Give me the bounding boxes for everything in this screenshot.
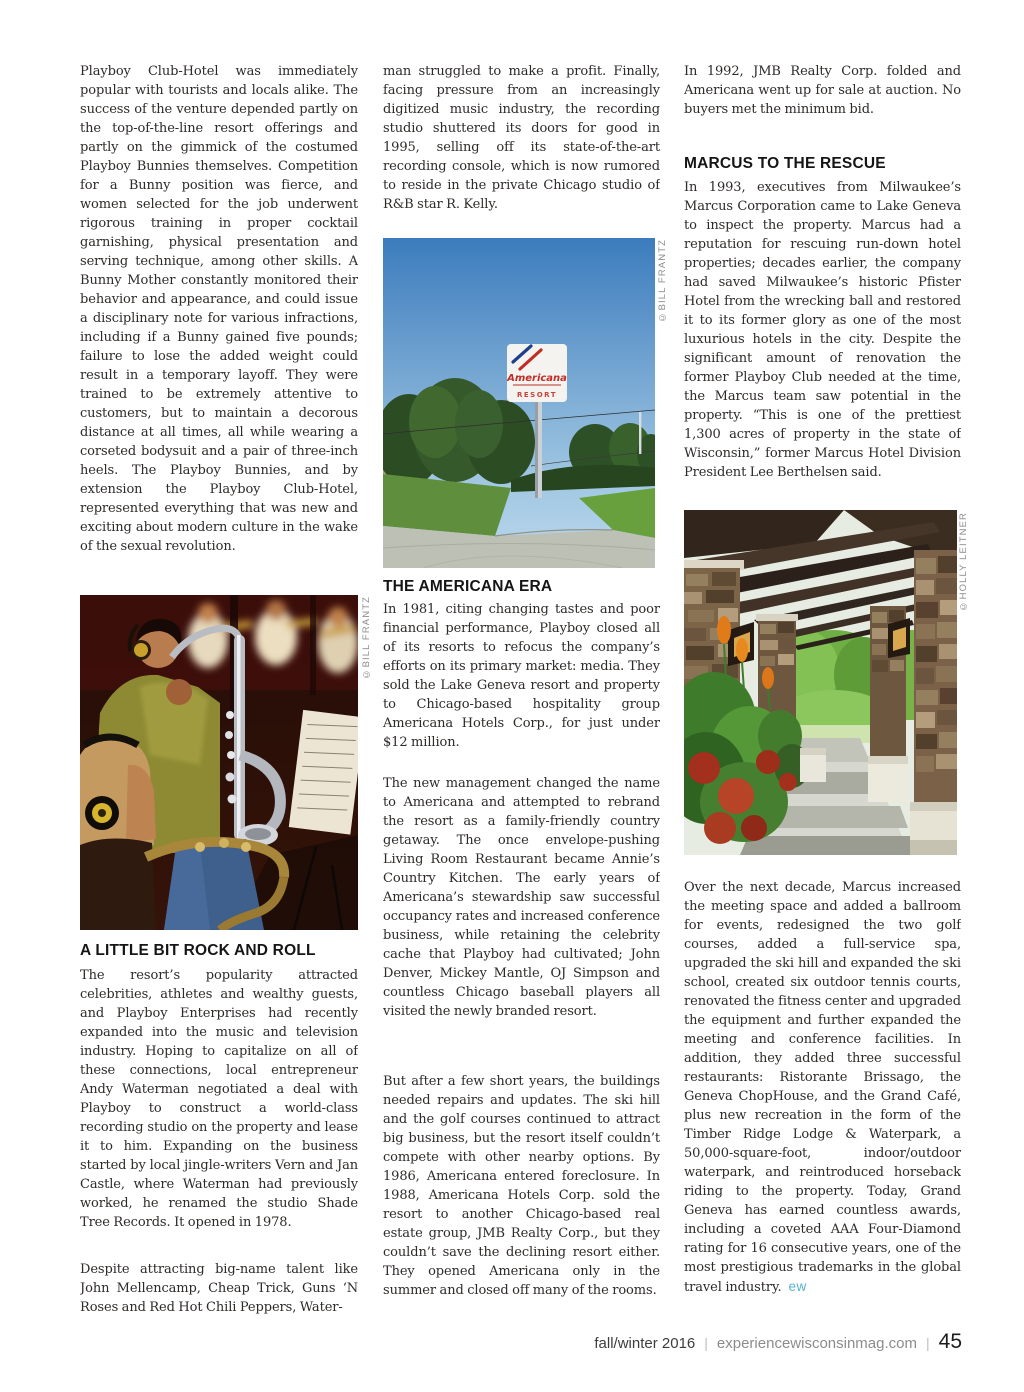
photo-credit-bill-frantz-sign: ©BILL FRANTZ (657, 239, 668, 323)
article-paragraph-playboy-club: Playboy Club-Hotel was immediately popular with tourists and locals alike. The success of the venture depended partly on the top-of-the-line resort offerings and partly on the gimmick of the costumed Playboy Bunnies themselves. Competition for a Bunny position was fierce, and women selected for the job underwent rigorous training in proper cocktail garnishing, physical presentation and serving technique, among other skills. A Bunny Mother constantly monitored their behavior and appearance, and could issue a disciplinary note for various infractions, including if a Bunny gained five pounds; failure to lose the added weight could result in a temporary layoff. They were trained to be extremely attentive to customers, but to maintain a decorous distance at all times, all while wearing a corseted bodysuit and a pair of three-inch heels. The Playboy Bunnies, and by extension the Playboy Club-Hotel, represented everything that was new and exciting about modern culture in the wake of the sexual revolution. (80, 64, 358, 554)
article-paragraph-marcus-corporation: In 1993, executives from Milwaukee’s Marcus Corporation came to Lake Geneva to inspect the property. Marcus had a reputation for rescuing run-down hotel properties; decades earlier, the company had saved Milwaukee’s historic Pfister Hotel from the wrecking ball and restored it to its former glory as one of the most luxurious hotels in the city. Despite the significant amount of renovation the former Playboy Club needed at the time, the Marcus team saw potential in the property. “This is one of the prettiest 1,300 acres of property in the state of Wisconsin,” former Marcus Hotel Division President Lee Berthelsen said. (684, 180, 961, 480)
article-paragraph-foreclosure: But after a few short years, the buildings needed repairs and updates. The ski hill and the golf courses continued to attract big business, but the resort itself couldn’t compete with other nearby options. By 1986, Americana entered foreclosure. In 1988, Americana Hotels Corp. sold the resort to another Chicago-based real estate group, JMB Realty Corp., but they couldn’t save the declining resort either. They opened Americana only in the summer and closed off many of the rooms. (383, 1074, 660, 1298)
footer-website: experiencewisconsinmag.com (716, 1335, 917, 1352)
photo-credit-holly-leitner: ©HOLLY LEITNER (958, 512, 969, 612)
footer-separator: | (926, 1335, 930, 1351)
page-footer (594, 1330, 962, 1354)
right-pillar (910, 550, 957, 855)
article-paragraph-recording-studio: The resort’s popularity attracted celebrities, athletes and wealthy guests, and Playboy Enterprises had recently expanded into the music and television industry. Hoping to capitalize on all of these connections, local entrepreneur Andy Waterman negotiated a deal with Playboy to construct a world-class recording studio on the property and lease it to him. Expanding on the business started by local jingle-writers Vern and Jan Castle, where Waterman had previously worked, he renamed the studio Shade Tree Records. It opened in 1978. (80, 968, 358, 1230)
mid-left-pillar (756, 614, 798, 718)
section-heading-marcus-rescue: MARCUS TO THE RESCUE (684, 155, 886, 172)
article-paragraph-big-name-talent: Despite attracting big-name talent like John Mellencamp, Cheap Trick, Guns ‘N Roses and Red Hot Chili Peppers, Water- (80, 1262, 358, 1315)
footer-separator: | (704, 1335, 708, 1351)
sign-text-americana: Americana (507, 373, 567, 384)
page-number: 45 (938, 1330, 962, 1353)
article-paragraph-text: Over the next decade, Marcus increased the meeting space and added a ballroom for events, redesigned the two golf courses, added a full-service spa, upgraded the ski hill and expanded the ski school, created six outdoor tennis courts, renovated the fitness center and upgraded the equipment and further expanded the meeting and conference facilities. In addition, they added three successful restaurants: Ristorante Brissago, the Geneva ChopHouse, and the Grand Café, plus new recreation in the form of the Timber Ridge Lodge & Waterpark, a 50,000-square-foot, indoor/outdoor waterpark, and reintroduced horseback riding to the property. Today, Grand Geneva has earned countless awards, including a coveted AAA Four-Diamond rating for 16 consecutive years, one of the most prestigious trademarks in the global travel industry. (684, 880, 961, 1295)
article-paragraph-studio-shuttered: man struggled to make a profit. Finally, facing pressure from an increasingly digitized music industry, the recording studio shuttered its doors for good in 1995, selling off its state-of-the-art recording console, which is now rumored to reside in the private Chicago studio of R&B star R. Kelly. (383, 64, 660, 212)
walkway-photo-graphic (684, 510, 957, 855)
photo-stone-pillar-walkway (684, 510, 957, 855)
foreground-listener (80, 736, 156, 930)
article-paragraph-jmb-folded: In 1992, JMB Realty Corp. folded and Americana went up for sale at auction. No buyers met the minimum bid. (684, 64, 961, 117)
photo-recording-studio-musicians (80, 595, 358, 930)
americana-sign-photo-graphic (383, 238, 655, 568)
section-heading-rock-and-roll: A LITTLE BIT ROCK AND ROLL (80, 942, 316, 959)
article-paragraph-new-management: The new management changed the name to Americana and attempted to rebrand the resort as a family-friendly country getaway. The once envelope-pushing Living Room Restaurant became Annie’s Country Kitchen. The early years of Americana’s stewardship saw successful occupancy rates and increased conference business, while retaining the celebrity cache that Playboy had cultivated; John Denver, Mickey Mantle, OJ Simpson and countless Chicago baseball players all visited the newly branded resort. (383, 776, 660, 1019)
background-trumpet-players (188, 600, 358, 673)
article-paragraph-playboy-sold: In 1981, citing changing tastes and poor financial performance, Playboy closed all of its resorts to refocus the company’s efforts on its primary market: media. They sold the Lake Geneva resort and property to Chicago-based hospitality group Americana Hotels Corp., for just under $12 million. (383, 602, 660, 750)
footer-issue: fall/winter 2016 (594, 1335, 696, 1352)
end-of-article-marker: ew (788, 1279, 807, 1294)
photo-americana-resort-sign (383, 238, 655, 568)
sax-player-photo-graphic (80, 595, 358, 930)
section-heading-americana-era: THE AMERICANA ERA (383, 578, 553, 595)
photo-credit-bill-frantz-sax: ©BILL FRANTZ (361, 596, 372, 680)
distant-pole (639, 412, 641, 454)
article-paragraph-grand-geneva (684, 878, 961, 1320)
sign-text-resort: RESORT (516, 391, 558, 399)
